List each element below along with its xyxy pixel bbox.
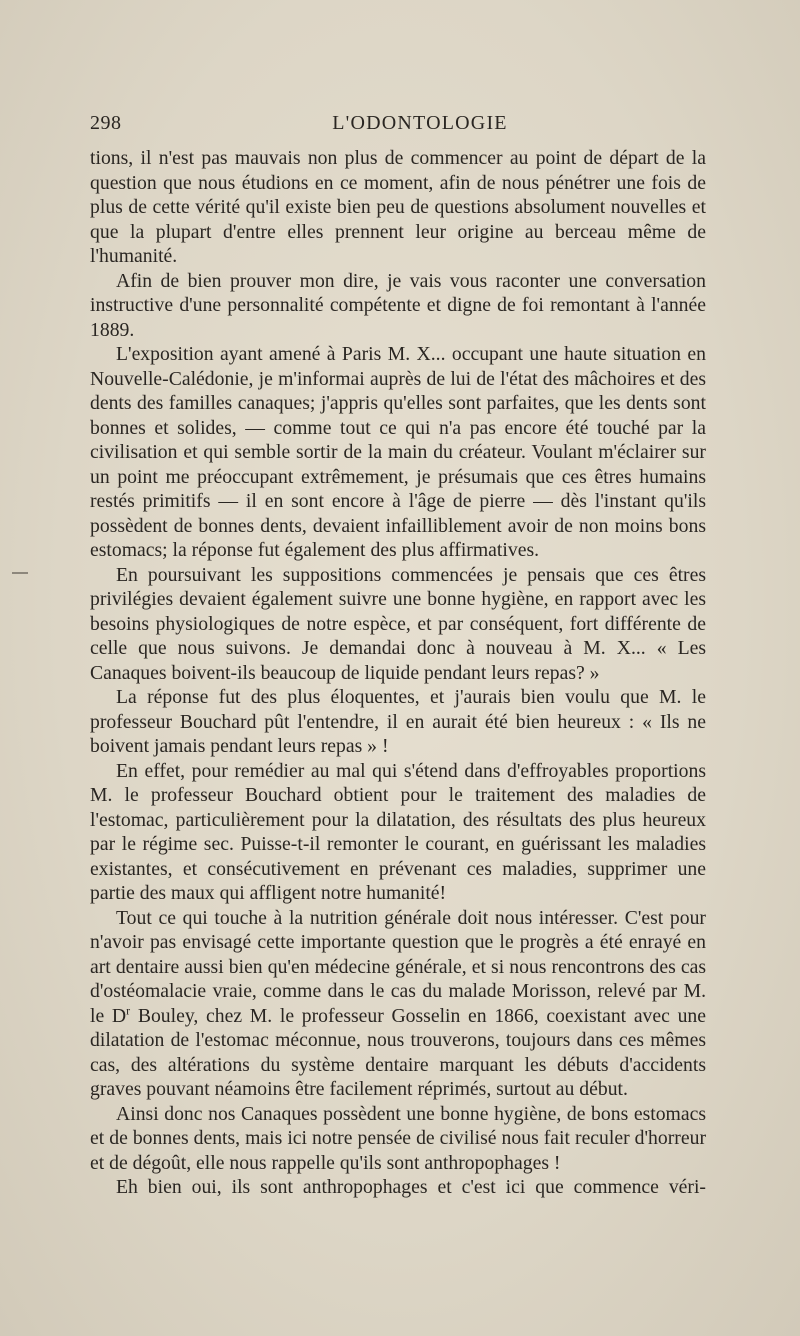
paragraph-7 bbox=[90, 906, 706, 1102]
page-header bbox=[90, 112, 710, 142]
paragraph-4: En poursuivant les suppositions commencées je pensais que ces êtres privilégies devaient également suivre une bonne hygiène, en rapport avec les besoins physiologiques de notre espèce, et par conséquent, fort différente de celle que nous suivons. Je demandai donc à nouveau à M. X... « Les Canaques boivent-ils beaucoup de liquide pendant leurs repas? » bbox=[90, 563, 706, 684]
doctor-abbreviation-superscript: r bbox=[126, 1002, 131, 1017]
paragraph-7-continuation: Bouley, chez M. le professeur Gosselin en 1866, coexistant avec une dilatation de l'estomac méconnue, nous trouverons, toujours dans ces mêmes cas, des altérations du système dentaire marquant les débuts d'accidents graves pouvant néamoins être facilement réprimés, surtout au début. bbox=[90, 1004, 706, 1100]
paragraph-6: En effet, pour remédier au mal qui s'étend dans d'effroyables proportions M. le professeur Bouchard obtient pour le traitement des maladies de l'estomac, particulièrement pour la dilatation, des résultats des plus heureux par le régime sec. Puisse-t-il remonter le courant, en guérissant les maladies existantes, et consécutivement en prévenant ces maladies, supprimer une partie des maux qui affligent notre humanité! bbox=[90, 759, 706, 904]
body-text bbox=[90, 146, 706, 1200]
page-number: 298 bbox=[90, 112, 122, 134]
paragraph-8: Ainsi donc nos Canaques possèdent une bonne hygiène, de bons estomacs et de bonnes dents, mais ici notre pensée de civilisé nous fait reculer d'horreur et de dégoût, elle nous rappelle qu'ils sont anthropophages ! bbox=[90, 1102, 706, 1174]
running-title: L'ODONTOLOGIE bbox=[332, 112, 508, 134]
paragraph-5: La réponse fut des plus éloquentes, et j'aurais bien voulu que M. le professeur Bouchard pût l'entendre, il en aurait été bien heureux : « Ils ne boivent jamais pendant leurs repas » ! bbox=[90, 686, 706, 757]
paragraph-3: L'exposition ayant amené à Paris M. X... occupant une haute situation en Nouvelle-Calédonie, je m'informai auprès de lui de l'état des mâchoires et des dents des familles canaques; j'appris qu'elles sont parfaites, que les dents sont bonnes et solides, — comme tout ce qui n'a pas encore été touché par la civilisation et qui semble sortir de la main du créateur. Voulant m'éclairer sur un point me préoccupant extrêmement, je présumais que ces êtres humains restés primitifs — il en sont encore à l'âge de pierre — dès l'instant qu'ils possèdent de bonnes dents, devaient infailliblement avoir de non moins bons estomacs; la réponse fut également des plus affirmatives. bbox=[90, 343, 706, 561]
paragraph-7-text: Tout ce qui touche à la nutrition générale doit nous intéresser. C'est pour n'avoir pas envisagé cette importante question que le progrès a été enrayé en art dentaire aussi bien qu'en médecine générale, et si nous rencontrons des cas d'ostéomalacie vraie, comme dans le cas du malade Morisson, relevé par M. le D bbox=[90, 906, 706, 1027]
paragraph-2: Afin de bien prouver mon dire, je vais vous raconter une conversation instructive d'une personnalité compétente et digne de foi remontant à l'année 1889. bbox=[90, 269, 706, 341]
paragraph-1: tions, il n'est pas mauvais non plus de commencer au point de départ de la question que nous étudions en ce moment, afin de nous pénétrer une fois de plus de cette vérité qu'il existe bien peu de questions absolument nouvelles et que la plupart d'entre elles prennent leur origine au berceau même de l'humanité. bbox=[90, 147, 706, 267]
paragraph-9: Eh bien oui, ils sont anthropophages et c'est ici que commence véri- bbox=[116, 1176, 706, 1198]
margin-mark bbox=[12, 572, 28, 574]
